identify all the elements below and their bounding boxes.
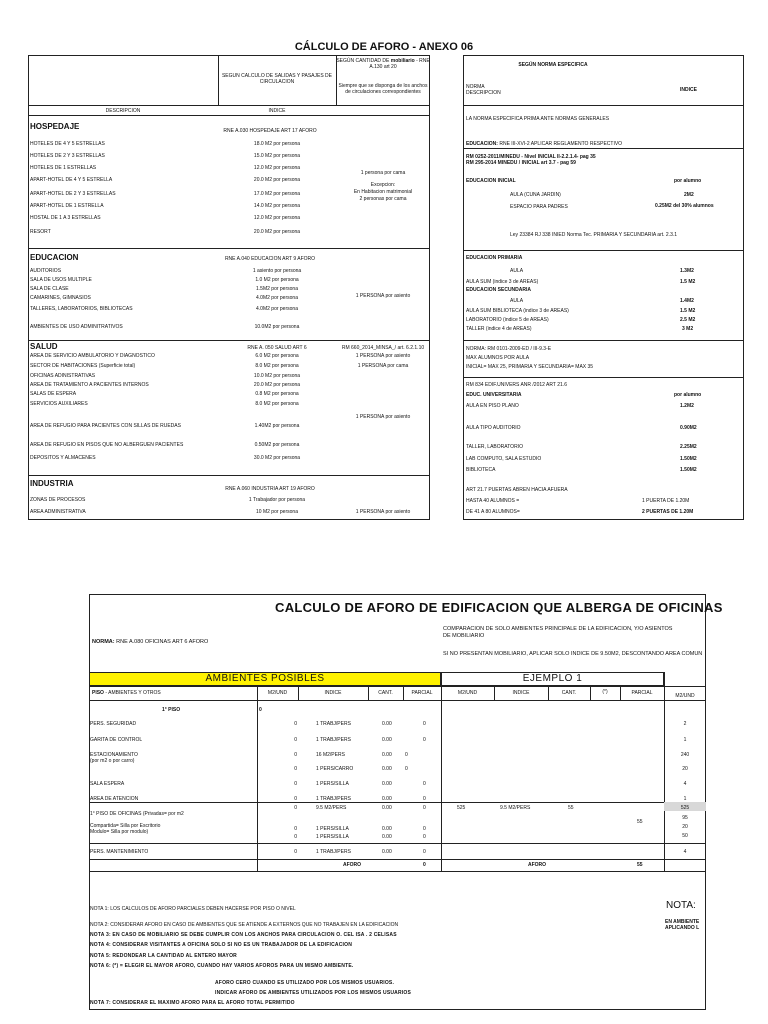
oficinas-parcial: 0 — [423, 826, 426, 832]
row-description: APART-HOTEL DE 4 Y 5 ESTRELLA — [30, 177, 113, 183]
bottom-row-index: 1 TRABJ/PERS — [316, 796, 351, 802]
row-index: 0.8 M2 por persona — [255, 391, 299, 397]
hasta40-value: 1 PUERTA DE 1.20M — [642, 498, 690, 504]
sec-lab-value: 2.5 M2 — [680, 317, 696, 323]
oficinas-indice: 1 PERS/SILLA — [316, 834, 349, 840]
row-index: 1.0 M2 por persona — [255, 277, 299, 283]
oficinas-m2: 0 — [294, 805, 297, 811]
oficinas-parcial: 0 — [423, 805, 426, 811]
hospedaje-note: En Habitacion matrimonial — [353, 189, 413, 195]
sec-sum-value: 1.5 M2 — [680, 308, 696, 314]
oficinas-title: CALCULO DE AFORO DE EDIFICACION QUE ALBERGA DE OFICINAS — [275, 600, 723, 615]
bottom-row-cant: 0.00 — [382, 737, 392, 743]
row-index: 1 asiento por persona — [252, 268, 302, 274]
bottom-row-name: AREA DE ATENCION — [90, 796, 139, 802]
bottom-row-name: GARITA DE CONTROL — [90, 737, 143, 743]
aforo-value-2: 55 — [637, 862, 643, 868]
ambientes-title: AMBIENTES POSIBLES — [205, 673, 325, 684]
siempre-header: Siempre que se disponga de los anchos de circulaciones correspondientes — [338, 83, 428, 95]
bottom-row-index: 16 M2/PERS — [316, 752, 345, 758]
univ-row-value: 1.2M2 — [680, 403, 694, 409]
nota-5: NOTA 5: REDONDEAR LA CANTIDAD AL ENTERO MAYOR — [90, 953, 237, 959]
modulo-text: Modulo= Silla por modulo) — [90, 829, 149, 835]
row-index: 10.0M2 por persona — [254, 324, 300, 330]
univ-row-description: AULA EN PISO PLANO — [466, 403, 519, 409]
bottom-row-name: SALA ESPERA — [90, 781, 125, 787]
col-indice: INDICE — [268, 108, 286, 114]
row-description: CAMARINES, GIMNASIOS — [30, 295, 91, 301]
mant-indice: 1 TRABJ/PERS — [316, 849, 351, 855]
bottom-row-cant: 0.00 — [382, 796, 392, 802]
row-description: OFICINAS ADINISTRATIVAS — [30, 373, 96, 379]
mant-parcial: 0 — [423, 849, 426, 855]
oficinas-indice: 9.5 M2/PERS — [316, 805, 347, 811]
segun-cantidad-header: SEGÚN CANTIDAD DE mobiliario - RNE A.130 art 20 — [336, 58, 430, 70]
oficinas-last: 525 — [680, 805, 690, 811]
univ-row-description: TALLER, LABORATORIO — [466, 444, 523, 450]
row-index: 20.0 M2 por persona — [253, 382, 301, 388]
salud-note: 1 PERSONA por asiento — [355, 353, 411, 359]
norma-label: NORMA: RNE A.080 OFICINAS ART 6 AFORO — [92, 639, 209, 645]
bottom-row-last: 4 — [683, 781, 687, 787]
col-descripcion: DESCRIPCION — [105, 108, 141, 114]
bottom-row-subname: (por m2 o por carro) — [90, 758, 135, 764]
sec-aula-value: 1.4M2 — [680, 298, 694, 304]
mant-last: 4 — [683, 849, 687, 855]
row-description: AREA DE SERVICIO AMBULATORIO Y DIAGNOSTICO — [30, 353, 155, 359]
compartida-text: Compartida= Silla por Escritorio — [90, 823, 161, 829]
right-descripcion: DESCRIPCION — [466, 90, 501, 96]
segun-norma-header: SEGÚN NORMA ESPECIFICA — [518, 62, 588, 68]
aforo-label-2: AFORO — [528, 862, 547, 868]
prim-aula: AULA — [510, 268, 524, 274]
row-index: 1 Trabajador por persona — [248, 497, 306, 503]
bottom-row-last: 1 — [683, 737, 687, 743]
salud-ref: RNE A. 050 SALUD ART 6 — [247, 345, 307, 351]
col-m2und-2: M2/UND — [457, 690, 478, 696]
espacio-padres: ESPACIO PARA PADRES — [510, 204, 568, 210]
bottom-row-parcial: 0 — [423, 737, 426, 743]
row-description: AREA DE TRATAMIENTO A PACIENTES INTERNOS — [30, 382, 149, 388]
oficinas-last: 95 — [682, 815, 688, 821]
ed-inicial: EDUCACION INICIAL — [466, 178, 516, 184]
educacion-rne: EDUCACION: RNE III-XVI-2 APLICAR REGLAMENTO RESPECTIVO — [466, 141, 623, 147]
bottom-row-last: 20 — [682, 766, 688, 772]
prim-sum-value: 1.5 M2 — [680, 279, 696, 285]
ley-text: Ley 23384 RJ 338 INIED Norma Tec. PRIMARIA Y SECUNDARIA art. 2.3.1 — [510, 232, 678, 238]
prima-text: LA NORMA ESPECIFICA PRIMA ANTE NORMAS GENERALES — [466, 116, 610, 122]
industria-note: 1 PERSONA por asiento — [355, 509, 411, 515]
row-description: APART-HOTEL DE 2 Y 3 ESTRELLAS — [30, 191, 116, 197]
row-index: 14.0 M2 por persona — [253, 203, 301, 209]
educacion-note: 1 PERSONA por asiento — [355, 293, 411, 299]
bottom-row-parcial: 0 — [405, 766, 408, 772]
rm-text: RM 295-2014 MINEDU / INICIAL art 3.7 - pag 59 — [466, 160, 576, 166]
salud-ref2: RM 660_2014_MINSA_/ art. 6.2.1.10 — [341, 345, 425, 351]
bottom-row-index: 1 TRABJ/PERS — [316, 737, 351, 743]
ejemplo-indice: 9.5 M2/PERS — [500, 805, 531, 811]
bottom-row-cant: 0.00 — [382, 781, 392, 787]
ejemplo-parcial: 55 — [637, 819, 643, 825]
oficinas-cant: 0.00 — [382, 826, 392, 832]
segun-calculo-header: SEGUN CALCULO DE SALIDAS Y PASAJES DE CIRCULACION — [221, 73, 333, 85]
nota-3: NOTA 3: EN CASO DE MOBILIARIO SE DEBE CUMPLIR CON LOS ANCHOS PARA CIRCULACION O. CEL ISA . 2 CELISAS — [90, 932, 397, 938]
nota-1: NOTA 1: LOS CALCULOS DE AFORO PARCIALES DEBEN HACERSE POR PISO O NIVEL — [90, 906, 296, 912]
row-description: HOTELES DE 2 Y 3 ESTRELLAS — [30, 153, 105, 159]
row-index: 8.0 M2 por persona — [255, 363, 299, 369]
aforo-label: AFORO — [343, 862, 362, 868]
col-indice: INDICE — [324, 690, 342, 696]
primer-piso: 1° PISO — [162, 707, 181, 713]
bottom-row-last: 1 — [683, 796, 687, 802]
oficinas-cant: 0.00 — [382, 834, 392, 840]
mant-m2: 0 — [294, 849, 297, 855]
row-index: 10 M2 por persona — [256, 509, 298, 515]
row-description: DEPOSITOS Y ALMACENES — [30, 455, 96, 461]
salud-note: 1 PERSONA por cama — [357, 363, 409, 369]
primer-piso-value: 0 — [259, 707, 262, 713]
row-index: 1.5M2 por persona — [256, 286, 298, 292]
oficinas-parcial: 0 — [423, 834, 426, 840]
nota-side: APLICANDO L — [665, 925, 700, 931]
mant-name: PERS. MANTENIMIENTO — [90, 849, 149, 855]
row-index: 4.0M2 por persona — [256, 306, 298, 312]
row-index: 10.0 M2 por persona — [253, 373, 301, 379]
row-index: 12.0 M2 por persona — [253, 165, 301, 171]
univ-row-description: LAB COMPUTO, SALA ESTUDIO — [466, 456, 542, 462]
row-description: TALLERES, LABORATORIOS, BIBLIOTECAS — [30, 306, 133, 312]
row-description: AMBIENTES DE USO ADMINITRATIVOS — [30, 324, 123, 330]
row-description: SALAS DE ESPERA — [30, 391, 77, 397]
row-index: 6.0 M2 por persona — [255, 353, 299, 359]
ed-primaria: EDUCACION PRIMARIA — [466, 255, 523, 261]
aula-cuna-value: 2M2 — [684, 192, 694, 198]
bottom-row-name: PERS. SEGURIDAD — [90, 721, 137, 727]
oficinas-last: 20 — [682, 824, 688, 830]
row-index: 8.0 M2 por persona — [255, 401, 299, 407]
hospedaje-ref: RNE A.030 HOSPEDAJE ART 17 AFORO — [223, 128, 317, 134]
nota-side: EN AMBIENTE — [665, 919, 700, 925]
row-index: 18.0 M2 por persona — [253, 141, 301, 147]
oficinas-cant: 0.00 — [382, 805, 392, 811]
univ-row-value: 1.50M2 — [680, 456, 697, 462]
de41-value: 2 PUERTAS DE 1.20M — [642, 509, 694, 515]
ed-secundaria: EDUCACION SECUNDARIA — [466, 287, 532, 293]
salud-note: 1 PERSONA por asiento — [355, 414, 411, 420]
row-description: SERVICIOS AUXILIARES — [30, 401, 88, 407]
ejemplo-m2: 525 — [457, 805, 466, 811]
por-alumno: por alumno — [674, 178, 702, 184]
row-index: 4.0M2 por persona — [256, 295, 298, 301]
oficinas-last: 50 — [682, 833, 688, 839]
row-description: SALA DE CLASE — [30, 286, 69, 292]
row-description: AREA DE REFUGIO EN PISOS QUE NO ALBERGUEN PACIENTES — [30, 442, 184, 448]
mant-cant: 0.00 — [382, 849, 392, 855]
bottom-row-m2: 0 — [294, 781, 297, 787]
section-educacion: EDUCACION — [30, 253, 79, 262]
univ-row-description: BIBLIOTECA — [466, 467, 496, 473]
art217: ART 21.7 PUERTAS ABREN HACIA AFUERA — [466, 487, 568, 493]
nota-big: NOTA: — [666, 900, 696, 911]
col-cant-2: CANT. — [561, 690, 577, 696]
bottom-row-last: 240 — [680, 752, 690, 758]
max-alumnos: MAX ALUMNOS POR AULA — [466, 355, 530, 361]
col-m2und: M2/UND — [267, 690, 288, 696]
row-description: HOTELES DE 4 Y 5 ESTRELLAS — [30, 141, 105, 147]
bottom-row-m2: 0 — [294, 796, 297, 802]
norma2: NORMA: RM 0101-2009-ED / III-9.3-E — [466, 346, 552, 352]
univ-row-value: 1.50M2 — [680, 467, 697, 473]
row-index: 30.0 M2 por persona — [253, 455, 301, 461]
sec-aula: AULA — [510, 298, 524, 304]
nota-2: NOTA 2: CONSIDERAR AFORO EN CASO DE AMBIENTES QUE SE ATIENDE A EXTERNOS QUE NO TRABAJEN EN LA EDIFICACION — [90, 922, 399, 928]
row-description: ZONAS DE PROCESOS — [30, 497, 86, 503]
hospedaje-note: Excepcion: — [370, 182, 396, 188]
bottom-row-index: 1 PERS/SILLA — [316, 781, 349, 787]
bottom-row-cant: 0.00 — [382, 752, 392, 758]
prim-sum: AULA SUM (indice 3 de AREAS) — [466, 279, 539, 285]
ejemplo-cant: 55 — [568, 805, 574, 811]
educacion-ref: RNE A.040 EDUCACION ART 9 AFORO — [224, 256, 316, 262]
bottom-row-index: 1 TRABJ/PERS — [316, 721, 351, 727]
row-index: 15.0 M2 por persona — [253, 153, 301, 159]
nota-7: NOTA 7: CONSIDERAR EL MAXIMO AFORO PARA EL AFORO TOTAL PERMITIDO — [90, 1000, 295, 1006]
row-index: 20.0 M2 por persona — [253, 229, 301, 235]
educ-univ: EDUC. UNIVERSITARIA — [466, 392, 522, 398]
rm834: RM 834 EDIF.UNIVERS ANR /2012 ART 21.6 — [466, 382, 567, 388]
oficinas-m2: 0 — [294, 834, 297, 840]
bottom-row-cant: 0.00 — [382, 721, 392, 727]
bottom-row-m2: 0 — [294, 721, 297, 727]
nota-4: NOTA 4: CONSIDERAR VISITANTES A OFICINA SOLO SI NO ES UN TRABAJADOR DE LA EDIFICACION — [90, 942, 353, 948]
bottom-row-parcial: 0 — [423, 781, 426, 787]
col-parcial-2: PARCIAL — [631, 690, 653, 696]
col-m2und-3: M2/UND — [675, 693, 695, 699]
bottom-row-parcial: 0 — [423, 796, 426, 802]
row-description: AREA DE REFUGIO PARA PACIENTES CON SILLAS DE RUEDAS — [30, 423, 181, 429]
ejemplo-title: EJEMPLO 1 — [522, 673, 583, 684]
si-no-text: SI NO PRESENTAN MOBILIARIO, APLICAR SOLO INDICE DE 9.50M2, DESCONTANDO AREA COMUN — [443, 651, 703, 657]
comparacion-text: COMPARACION DE SOLO AMBIENTES PRINCIPALE DE LA EDIFICACION, Y/O ASIENTOS DE MOBILIARIO — [443, 626, 673, 639]
row-description: HOSTAL DE 1 A 3 ESTRELLAS — [30, 215, 101, 221]
espacio-padres-value: 0.25M2 del 30% alumnos — [655, 203, 714, 209]
univ-row-value: 2.25M2 — [680, 444, 697, 450]
row-description: AREA ADMINISTRATIVA — [30, 509, 86, 515]
oficinas-row-name: 1° PISO DE OFICINAS (Privadas= por m2 — [90, 811, 184, 817]
rm-text: RM 0252-2011/MINEDU - Nivel INICIAL II-2.2.1.4- pag 35 — [466, 154, 596, 160]
col-parcial: PARCIAL — [411, 690, 433, 696]
de41: DE 41 A 80 ALUMNOS= — [466, 509, 520, 515]
bottom-row-m2: 0 — [294, 752, 297, 758]
oficinas-m2: 0 — [294, 826, 297, 832]
hasta40: HASTA 40 ALUMNOS = — [466, 498, 520, 504]
prim-aula-value: 1.3M2 — [680, 268, 694, 274]
row-description: APART-HOTEL DE 1 ESTRELLA — [30, 203, 104, 209]
bottom-row-last: 2 — [683, 721, 687, 727]
bottom-row-parcial: 0 — [423, 721, 426, 727]
aforo-value: 0 — [423, 862, 426, 868]
bottom-row-name: ESTACIONAMIENTO — [90, 752, 138, 758]
row-index: 1.40M2 por persona — [254, 423, 300, 429]
row-index: 17.0 M2 por persona — [253, 191, 301, 197]
nota-6: NOTA 6: (*) = ELEGIR EL MAYOR AFORO, CUANDO HAY VARIOS AFOROS PARA UN MISMO AMBIENTE. — [90, 963, 354, 969]
row-index: 0.50M2 por persona — [254, 442, 300, 448]
right-norma: NORMA — [466, 84, 485, 90]
row-description: RESORT — [30, 229, 51, 235]
col-cant: CANT. — [378, 690, 393, 696]
sec-taller: TALLER (indice 4 de AREAS) — [466, 326, 532, 332]
hospedaje-note: 2 personas por cama — [359, 196, 407, 202]
col-indice-2: INDICE — [512, 690, 530, 696]
bottom-row-m2: 0 — [294, 766, 297, 772]
page-title: CÁLCULO DE AFORO - ANEXO 06 — [294, 41, 474, 53]
bottom-row-parcial: 0 — [405, 752, 408, 758]
nota-6-sub: AFORO CERO CUANDO ES UTILIZADO POR LOS MISMOS USUARIOS. — [215, 980, 395, 986]
univ-row-value: 0.90M2 — [680, 425, 697, 431]
sec-lab: LABORATORIO (indice 5 de AREAS) — [466, 317, 549, 323]
aula-cuna: AULA (CUNA JARDIN) — [510, 192, 561, 198]
row-description: SECTOR DE HABITACIONES (Superficie total) — [30, 363, 136, 369]
univ-row-description: AULA TIPO AUDITORIO — [466, 425, 521, 431]
right-indice: INDICE — [680, 87, 697, 93]
section-hospedaje: HOSPEDAJE — [30, 122, 80, 131]
row-description: SALA DE USOS MULTIPLE — [30, 277, 92, 283]
nota-6-sub: INDICAR AFORO DE AMBIENTES UTILIZADOS POR LOS MISMOS USUARIOS — [215, 990, 412, 996]
bottom-row-index: 1 PERS/CARRO — [316, 766, 354, 772]
col-star: (*) — [602, 689, 608, 695]
bottom-row-m2: 0 — [294, 737, 297, 743]
max-alumnos: INICIAL= MAX 25, PRIMARIA Y SECUNDARIA= MAX 35 — [466, 364, 594, 370]
row-description: AUDITORIOS — [30, 268, 62, 274]
col-piso: PISO - AMBIENTES Y OTROS — [92, 690, 161, 696]
sec-taller-value: 3 M2 — [682, 326, 694, 332]
row-index: 12.0 M2 por persona — [253, 215, 301, 221]
section-industria: INDUSTRIA — [30, 479, 74, 488]
hospedaje-note: 1 persona por cama — [360, 170, 406, 176]
bottom-row-cant: 0.00 — [382, 766, 392, 772]
row-index: 20.0 M2 por persona — [253, 177, 301, 183]
sec-sum: AULA SUM BIBLIOTECA (indice 3 de AREAS) — [466, 308, 569, 314]
oficinas-indice: 1 PERS/SILLA — [316, 826, 349, 832]
row-description: HOTELES DE 1 ESTRELLAS — [30, 165, 97, 171]
industria-ref: RNE A.060 INDUSTRIA ART 19 AFORO — [225, 486, 315, 492]
por-alumno2: por alumno — [674, 392, 702, 398]
section-salud: SALUD — [30, 342, 58, 351]
